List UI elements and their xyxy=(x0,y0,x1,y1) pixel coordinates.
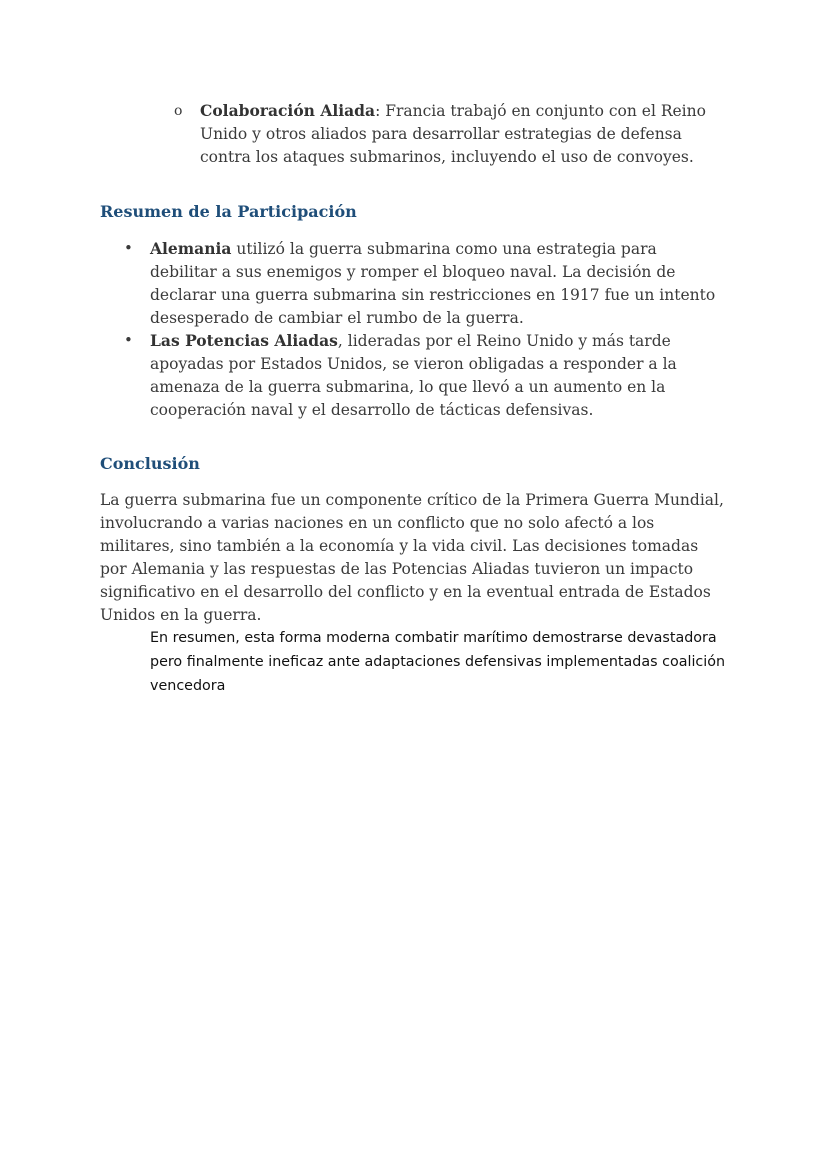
sub-bullet-text: : Francia trabajó en conjunto con el Reino Unido y otros aliados para desarrollar estrategias de defensa contra los ataques submarinos, incluyendo el uso de convoyes. xyxy=(200,102,706,166)
bullet-marker: • xyxy=(124,331,133,349)
conclusion-heading: Conclusión xyxy=(100,454,200,473)
list-item-term: Las Potencias Aliadas xyxy=(150,331,338,350)
list-item-body: , lideradas por el Reino Unido y más tarde apoyadas por Estados Unidos, se vieron obligadas a responder a la amenaza de la guerra submarina, lo que llevó a un aumento en la cooperación naval y el desarrollo de tácticas defensivas. xyxy=(150,332,677,419)
sub-bullet-term: Colaboración Aliada xyxy=(200,101,376,120)
resumen-heading: Resumen de la Participación xyxy=(100,202,357,221)
sub-bullet-marker: o xyxy=(174,103,183,119)
list-item-text xyxy=(150,329,720,422)
conclusion-paragraph: La guerra submarina fue un componente crítico de la Primera Guerra Mundial, involucrando a varias naciones en un conflicto que no solo afectó a los militares, sino también a la economía y la vida civil. Las decisiones tomadas por Alemania y las respuestas de las Potencias Aliadas tuvieron un impacto significativo en el desarrollo del conflicto y en la eventual entrada de Estados Unidos en la guerra. xyxy=(100,491,724,624)
list-item-text xyxy=(150,237,720,330)
sub-bullet-item xyxy=(200,99,730,169)
summary-note: En resumen, esta forma moderna combatir marítimo demostrarse devastadora pero finalmente ineficaz ante adaptaciones defensivas implementadas coalición vencedora xyxy=(150,630,726,694)
list-item-term: Alemania xyxy=(150,239,232,258)
list-item-body: utilizó la guerra submarina como una estrategia para debilitar a sus enemigos y romper el bloqueo naval. La decisión de declarar una guerra submarina sin restricciones en 1917 fue un intento desesperado de cambiar el rumbo de la guerra. xyxy=(150,240,716,327)
bullet-marker: • xyxy=(124,239,133,257)
